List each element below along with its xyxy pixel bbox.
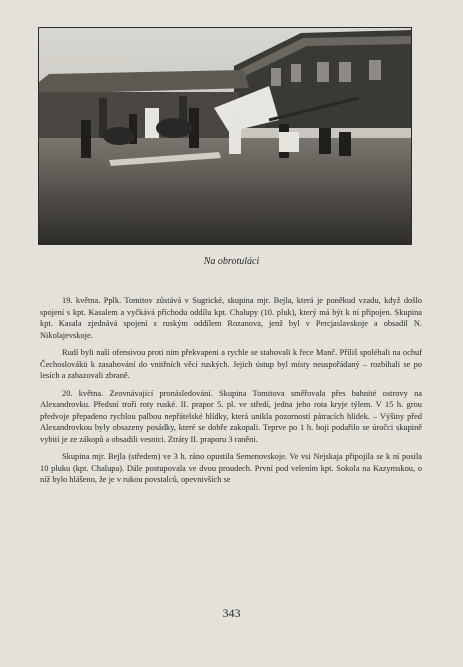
photograph — [38, 27, 412, 245]
paragraph: Rudí byli naší ofensivou proti nim překvapeni a rychle se stahovali k řece Manč. Příliš spoléhali na ochuf Čechoslovákü k zasahování do vnitřních věcí ruských. Jejich ústup byl místy neuspořádaný – rozbíhali se po lesích a zahazovali zbraně. — [40, 348, 422, 380]
paragraph: 20. května. Zeovnávající pronásledování. Skupina Tomitova směřovala přes bahnité ostrovy na Alexandrovku. Předsní troři roty ruské. II. prapor 5. pl. ve středí, jedna jeho rota kryje týlem. V 15 h. grou předvoje přepadeno rychlou palbou nepřátelské hlídky, která unikla pozorností pátracích hlídek. – Výšiny před Alexandrovkou byly obsazeny posádky, které se dobře zakopali. Teprve po 1 h. boji podařilo se úročci skupině vybití je ze zákopů a obsadili vesnici. Ztráty II. praporu 3 raněni. — [40, 388, 422, 444]
photo-caption: Na obrotuláci — [203, 256, 260, 267]
paragraph: 19. května. Pplk. Tomitov zůstává v Sugrické, skupina mjr. Bejla, která je poněkud vzadu, když došlo spojení s kpt. Kasalem a vyčkává příchodu oddílu kpt. Chalupy (10. pluk), který má být k ní připojen. Skupina kpt. Kasala zjednává spojení s ruským oddílem Rozanova, jenž byl v Percjaslavskoje a obsadil N. Nikolajevskoje. — [40, 296, 422, 340]
paragraph: Skupina mjr. Bejla (středem) ve 3 h. ráno opustila Semenovskoje. Ve vsi Nejskaja připojila se k ní posila 10 pluku (kpt. Chalupa). Dále postupovala ve dvou proudech. První pod velením kpt. Sokola na Kazymskou, o níž bylo hlášeno, že je v rukou povstalců, opevnivších se — [40, 452, 422, 484]
photo-image — [39, 28, 411, 244]
body-text — [40, 295, 422, 492]
page-number: 343 — [222, 606, 241, 620]
